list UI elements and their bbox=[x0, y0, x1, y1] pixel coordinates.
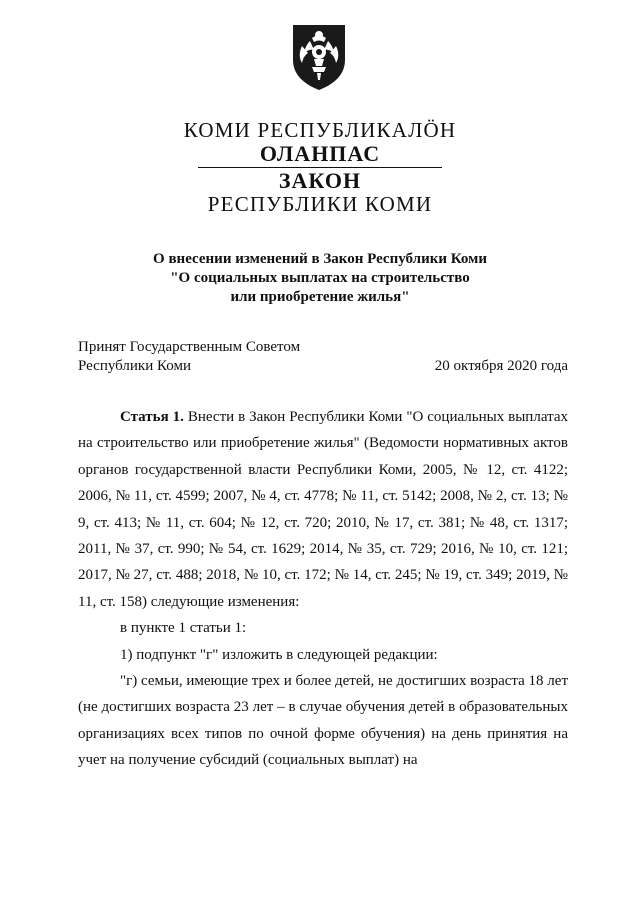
body-paragraph: "г) семьи, имеющие трех и более детей, не достигших возраста 18 лет (не достигших возраста 23 лет – в случае обучения детей в образовательных организациях всех типов по очной форме обучения) на день принятия на учет на получение субсидий (социальных выплат) на bbox=[78, 673, 568, 769]
article-1-paragraph bbox=[78, 404, 568, 615]
law-title-line-3: или приобретение жилья" bbox=[230, 289, 410, 305]
adopted-by-line-2: Республики Коми bbox=[78, 358, 191, 374]
article-1-label: Статья 1. bbox=[120, 409, 184, 425]
law-body bbox=[78, 404, 568, 774]
law-title-line-2: "О социальных выплатах на строительство bbox=[170, 270, 470, 286]
adopted-by bbox=[78, 338, 300, 376]
body-paragraph: 1) подпункт "г" изложить в следующей редакции: bbox=[120, 646, 438, 663]
header-republic: РЕСПУБЛИКИ КОМИ bbox=[207, 192, 433, 216]
header-zakon: ЗАКОН bbox=[278, 168, 362, 193]
coat-of-arms-icon bbox=[290, 22, 348, 92]
article-1-text: Внести в Закон Республики Коми "О социальных выплатах на строительство или приобретение жилья" (Ведомости нормативных актов органов государственной власти Республики Коми, 2005, № 12, ст. 4122; 2006, № 11, ст. 4599; 2007, № 4, ст. 4778; № 11, ст. 5142; 2008, № 2, ст. 13; № 9, ст. 413; № 11, ст. 604; № 12, ст. 720; 2010, № 17, ст. 381; № 48, ст. 1317; 2011, № 37, ст. 990; № 54, ст. 1629; 2014, № 35, ст. 729; 2016, № 10, ст. 121; 2017, № 27, ст. 488; 2018, № 10, ст. 172; № 14, ст. 245; № 19, ст. 349; 2019, № 11, ст. 158) следующие изменения: bbox=[78, 409, 568, 610]
header-komi-language: КОМИ РЕСПУБЛИКАЛÖН bbox=[183, 118, 457, 142]
header-olanpas: ОЛАНПАС bbox=[259, 141, 381, 166]
adopted-by-line-1: Принят Государственным Советом bbox=[78, 339, 301, 355]
law-title bbox=[0, 250, 640, 307]
body-paragraph: в пункте 1 статьи 1: bbox=[120, 620, 247, 637]
adoption-date: 20 октября 2020 года bbox=[434, 358, 568, 374]
law-title-line-1: О внесении изменений в Закон Республики Коми bbox=[153, 251, 487, 267]
